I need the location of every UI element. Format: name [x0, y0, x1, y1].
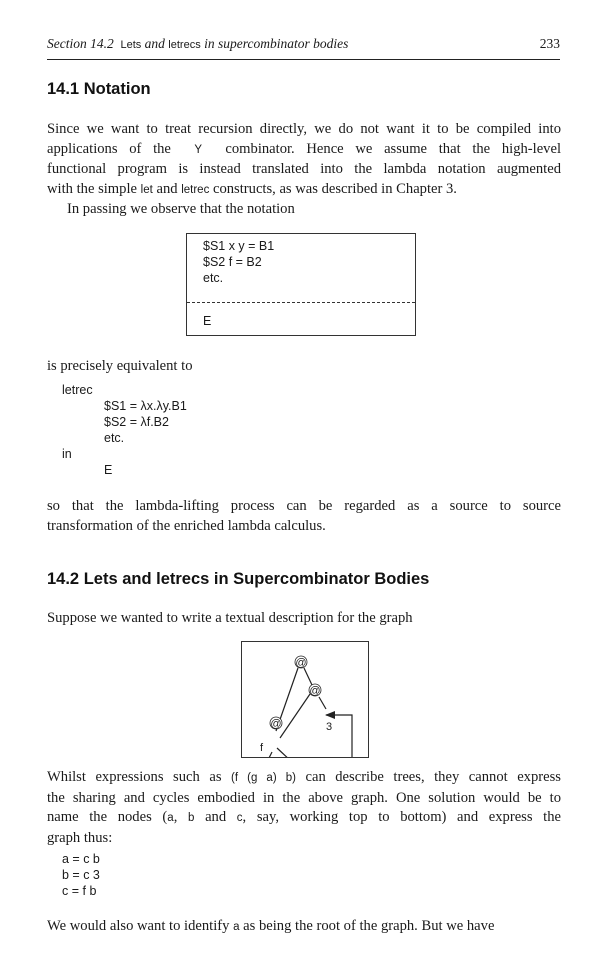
binding-line: $S2 = λf.B2 [104, 415, 169, 429]
notation-box [186, 233, 416, 336]
node-3: 3 [325, 721, 333, 733]
paragraph-whilst [47, 768, 561, 848]
graph-equations [62, 851, 100, 899]
text-line: with the simple let and letrec constructs, as was described in Chapter 3. [47, 180, 457, 197]
letrec-keyword: letrec [62, 383, 93, 397]
running-head [47, 36, 560, 52]
text-line: so that the lambda-lifting process can be regarded as a source to source [47, 498, 561, 514]
section-heading-14-2: 14.2 Lets and letrecs in Supercombinator Bodies [47, 570, 430, 588]
y-combinator-code: Y [194, 143, 202, 156]
edge-c-b-cycle [277, 715, 352, 757]
dashed-divider [187, 302, 415, 303]
text-line: Since we want to treat recursion directly, we do not want it to be compiled into [47, 121, 561, 137]
definition-line: etc. [203, 271, 224, 285]
equation-line: b = c 3 [62, 868, 100, 882]
letrec-block [62, 382, 187, 478]
letrec-bindings [62, 398, 187, 446]
edge-c-f [266, 752, 272, 757]
page-number: 233 [539, 36, 560, 51]
paragraph-lambda-lifting [47, 497, 561, 536]
edge-b-3 [319, 697, 326, 709]
running-title-letrecs: letrecs [168, 39, 201, 51]
paragraph-root: We would also want to identify a as being the root of the graph. But we have [47, 918, 495, 934]
text-line: applications of the Y combinator. Hence we assume that the high-level [47, 140, 562, 157]
node-f: f [260, 742, 264, 754]
binding-line: $S1 = λx.λy.B1 [104, 399, 187, 413]
root-variable: a [233, 921, 240, 933]
paragraph-recursion [47, 120, 561, 220]
equivalent-text: is precisely equivalent to [47, 358, 193, 374]
edge-a-b [304, 668, 312, 685]
equation-line: a = c b [62, 852, 100, 866]
text-line: name the nodes (a, b and c, say, working top to bottom) and express the [47, 809, 562, 825]
edge-b-c-line [280, 694, 310, 738]
node-a: @ [295, 657, 307, 669]
running-title-rest: in supercombinator bodies [204, 36, 349, 51]
text-line: functional program is instead translated into the lambda notation augmented [47, 161, 561, 177]
binding-line: etc. [104, 431, 125, 445]
text-line: the sharing and cycles embodied in the above graph. One solution would be to [47, 789, 561, 806]
letrec-body: E [104, 463, 113, 477]
section-heading-14-1: 14.1 Notation [47, 80, 151, 98]
equation-line: c = f b [62, 884, 97, 898]
text-line: transformation of the enriched lambda calculus. [47, 517, 326, 534]
running-title-lets: Lets [120, 39, 142, 51]
paragraph-suppose: Suppose we wanted to write a textual description for the graph [47, 610, 413, 626]
text-line: Whilst expressions such as (f (g a) b) can describe trees, they cannot express [47, 769, 561, 785]
text-line: graph thus: [47, 829, 113, 846]
body-expression: E [203, 314, 212, 328]
node-b: @ [309, 685, 321, 697]
in-keyword: in [62, 447, 72, 461]
definition-line: $S2 f = B2 [203, 255, 262, 269]
let-keyword: let [140, 183, 153, 196]
running-title-and: and [144, 36, 165, 51]
section-label: Section 14.2 [47, 36, 114, 51]
letrec-keyword: letrec [181, 183, 210, 196]
expression-code: (f (g a) b) [231, 772, 296, 784]
definition-line: $S1 x y = B1 [203, 239, 275, 253]
header-rule [47, 59, 560, 60]
supercombinator-definitions [203, 238, 274, 286]
text-line: In passing we observe that the notation [67, 201, 295, 217]
node-c: @ [270, 718, 282, 730]
